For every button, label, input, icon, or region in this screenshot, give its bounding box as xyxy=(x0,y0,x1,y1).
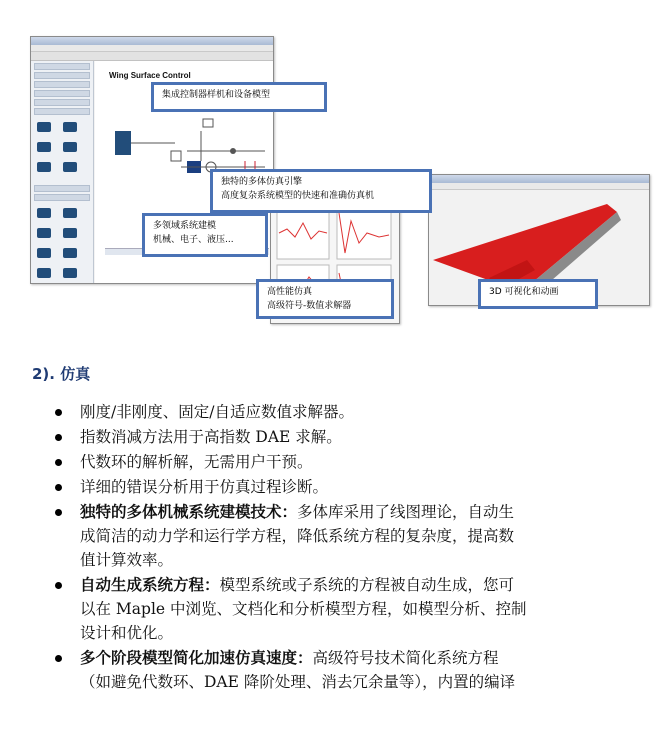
list-item xyxy=(52,475,652,499)
window-titlebar xyxy=(31,37,273,45)
component-icon xyxy=(63,162,77,172)
bullet-text: 多体库采用了线图理论，自动生 xyxy=(297,503,515,521)
bullet-text: 值计算效率。 xyxy=(80,551,174,569)
callout-text: 高度复杂系统模型的快速和准确仿真机 xyxy=(221,191,375,201)
bullet-icon xyxy=(55,484,62,491)
bullet-text: （如避免代数环、DAE 降阶处理、消去冗余量等），内置的编译 xyxy=(80,673,516,691)
feature-bullet-list xyxy=(52,400,652,695)
bullet-bold-lead: 独特的多体机械系统建模技术： xyxy=(80,503,298,521)
callout-text: 高性能仿真 xyxy=(267,287,313,297)
list-item xyxy=(52,450,652,474)
list-item xyxy=(52,425,652,449)
bullet-text: 详细的错误分析用于仿真过程诊断。 xyxy=(80,478,329,496)
component-icon xyxy=(37,228,51,238)
callout-text: 独特的多体仿真引擎 xyxy=(221,177,303,187)
bullet-text: 成简洁的动力学和运行学方程，降低系统方程的复杂度，提高数 xyxy=(80,527,515,545)
bullet-icon xyxy=(55,409,62,416)
callout-text: 集成控制器样机和设备模型 xyxy=(162,90,271,100)
list-item xyxy=(52,573,652,645)
bullet-text: 刚度/非刚度、固定/自适应数值求解器。 xyxy=(80,403,354,421)
component-icon xyxy=(63,268,77,278)
component-palette xyxy=(31,61,94,283)
callout-text: 高级符号-数值求解器 xyxy=(267,301,352,311)
window-toolbar xyxy=(31,52,273,61)
component-icon xyxy=(37,208,51,218)
callout-text: 多领域系统建模 xyxy=(153,221,217,231)
bullet-icon xyxy=(55,509,62,516)
bullet-icon xyxy=(55,582,62,589)
bullet-text: 以在 Maple 中浏览、文档化和分析模型方程，如模型分析、控制 xyxy=(80,600,527,618)
callout-controller-prototype xyxy=(151,82,327,112)
list-item xyxy=(52,646,652,694)
list-item xyxy=(52,400,652,424)
callout-text: 机械、电子、液压... xyxy=(153,235,234,245)
callout-text: 3D 可视化和动画 xyxy=(489,287,559,297)
window-menubar xyxy=(31,45,273,52)
component-icon xyxy=(37,248,51,258)
bullet-icon xyxy=(55,434,62,441)
callout-multibody-engine xyxy=(210,169,432,213)
actuator-icon xyxy=(115,131,131,155)
feature-collage xyxy=(30,36,650,322)
callout-high-performance-sim xyxy=(256,279,394,319)
component-icon xyxy=(63,208,77,218)
component-icon xyxy=(37,142,51,152)
bullet-text: 代数环的解析解，无需用户干预。 xyxy=(80,453,313,471)
bullet-text: 指数消减方法用于高指数 DAE 求解。 xyxy=(80,428,342,446)
bullet-text: 模型系统或子系统的方程被自动生成，您可 xyxy=(219,576,515,594)
component-icon xyxy=(37,268,51,278)
component-icon xyxy=(37,122,51,132)
bullet-icon xyxy=(55,655,62,662)
section-heading: 2). 仿真 xyxy=(32,365,91,383)
callout-multi-domain-modeling xyxy=(142,213,268,257)
component-icon xyxy=(63,122,77,132)
component-icon xyxy=(63,142,77,152)
component-icon xyxy=(63,248,77,258)
bullet-bold-lead: 自动生成系统方程： xyxy=(80,576,220,594)
diagram-title: Wing Surface Control xyxy=(109,71,191,80)
callout-3d-visualization xyxy=(478,279,598,309)
component-icon xyxy=(37,162,51,172)
bullet-text: 高级符号技术简化系统方程 xyxy=(312,649,499,667)
bullet-text: 设计和优化。 xyxy=(80,624,174,642)
list-item xyxy=(52,500,652,572)
bullet-icon xyxy=(55,459,62,466)
component-icon xyxy=(63,228,77,238)
bullet-bold-lead: 多个阶段模型简化加速仿真速度： xyxy=(80,649,313,667)
